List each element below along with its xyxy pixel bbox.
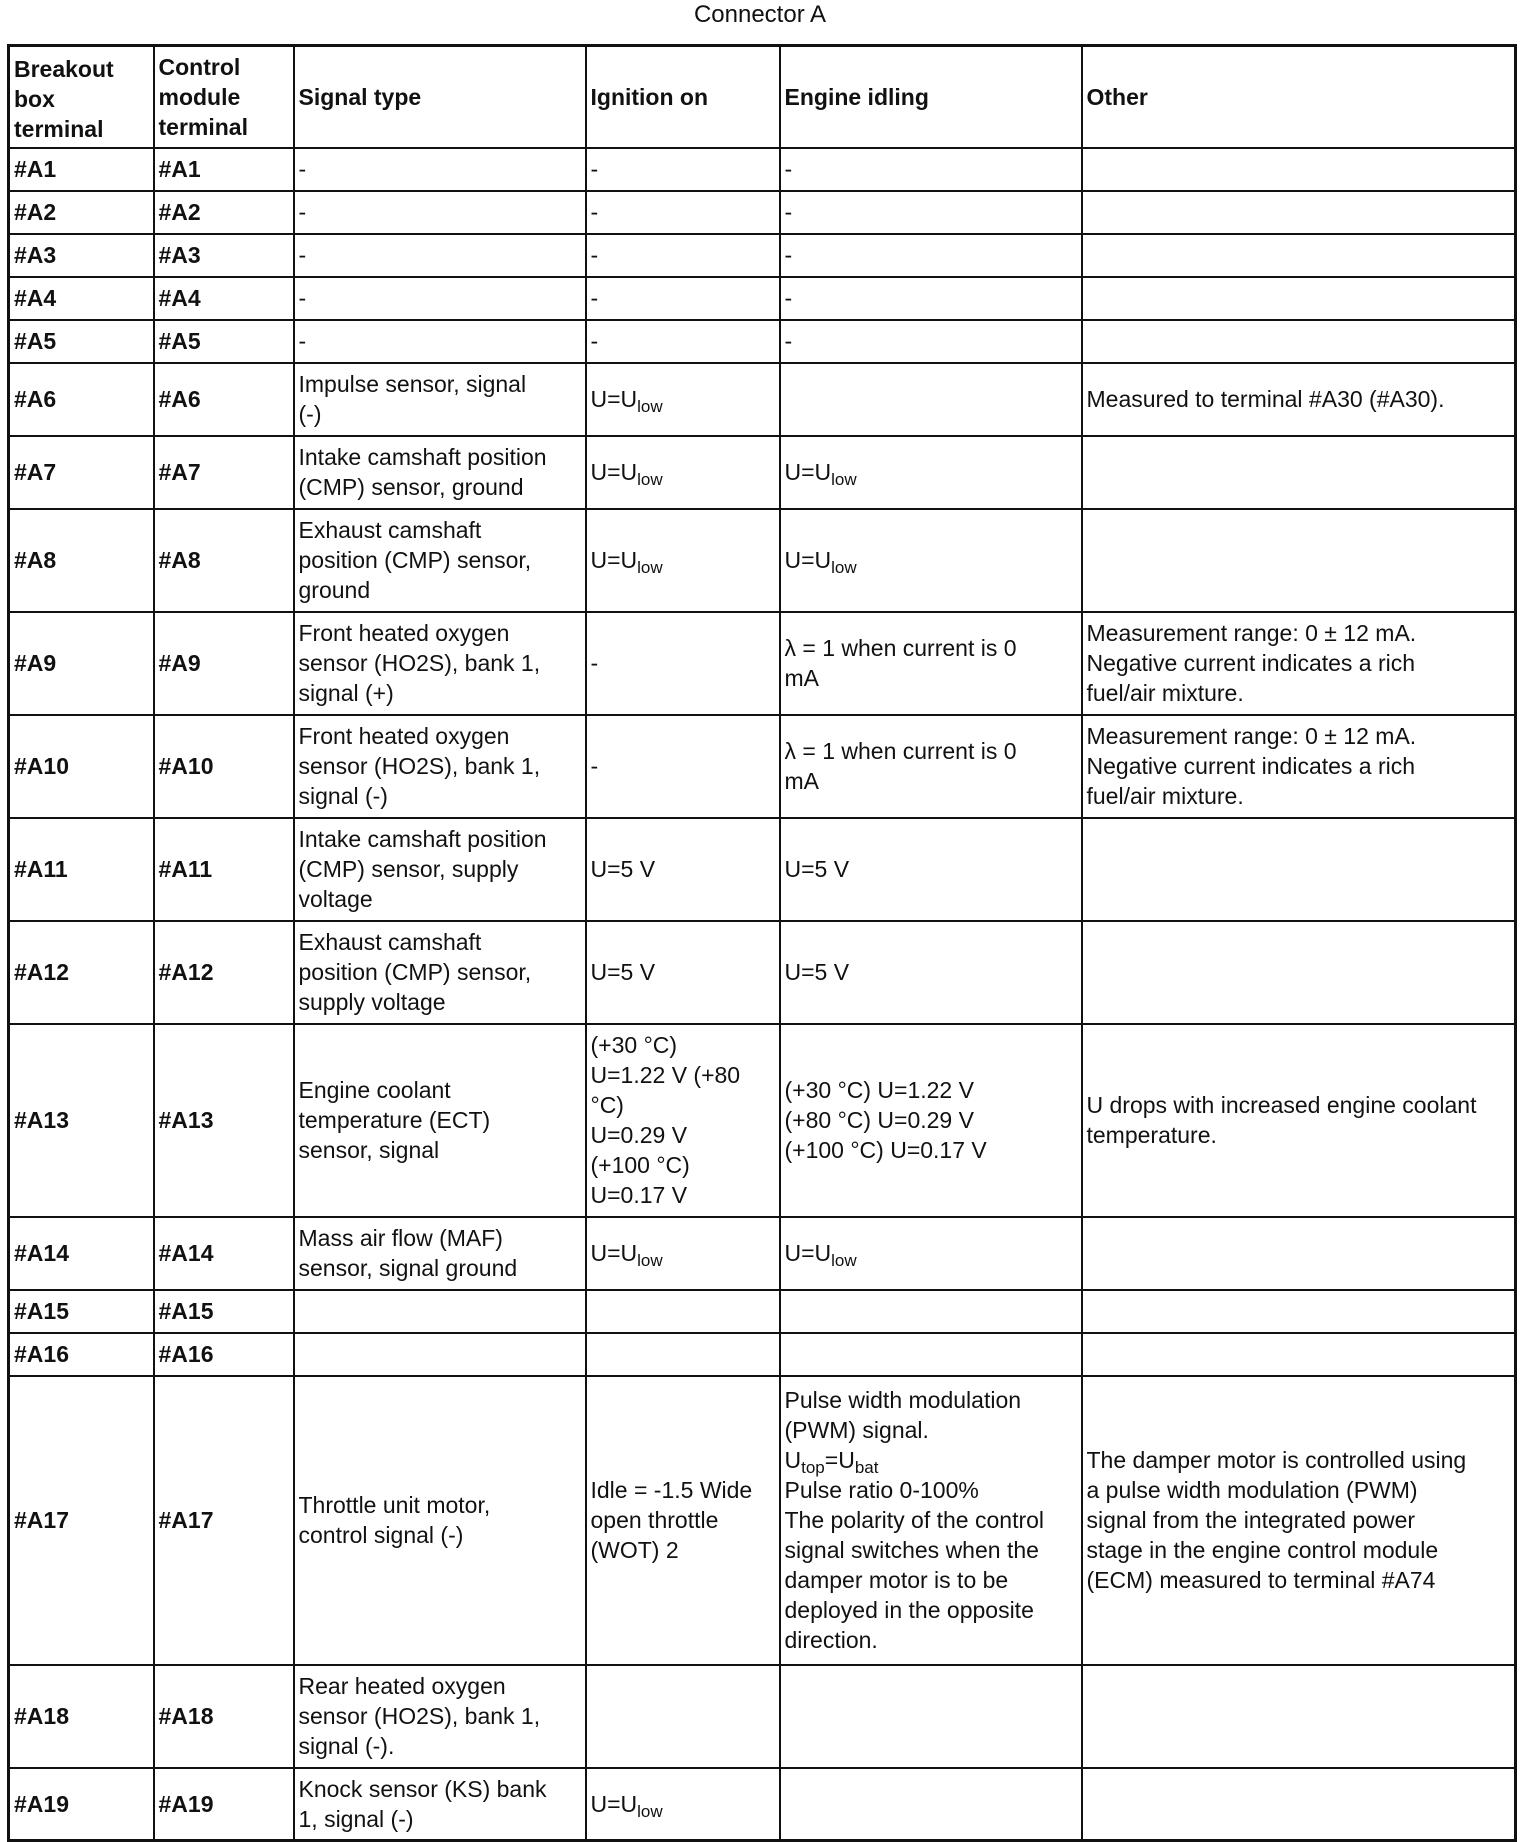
control-terminal-cell: #A14: [154, 1217, 294, 1290]
control-terminal-cell: #A3: [154, 234, 294, 277]
other-cell: [1082, 277, 1516, 320]
breakout-terminal-cell: #A3: [9, 234, 154, 277]
signal-type-cell: Mass air flow (MAF) sensor, signal ground: [294, 1217, 586, 1290]
pwm-intro-text: Pulse width modulation (PWM) signal.: [784, 1387, 1022, 1443]
header-engine-idling: Engine idling: [780, 46, 1082, 148]
engine-idling-cell: -: [780, 191, 1082, 234]
signal-type-cell: Knock sensor (KS) bank 1, signal (-): [294, 1768, 586, 1841]
ignition-on-cell: [586, 1768, 780, 1841]
table-row: [9, 509, 1516, 612]
signal-type-cell: [294, 1333, 586, 1376]
control-terminal-cell: #A9: [154, 612, 294, 715]
table-row: [9, 436, 1516, 509]
voltage-subscript: low: [637, 397, 663, 416]
voltage-subscript: low: [637, 470, 663, 489]
voltage-value: U=U: [784, 459, 832, 485]
breakout-terminal-cell: #A10: [9, 715, 154, 818]
other-cell: [1082, 234, 1516, 277]
control-terminal-cell: #A1: [154, 148, 294, 191]
breakout-terminal-cell: #A15: [9, 1290, 154, 1333]
voltage-value: U=U: [784, 547, 832, 573]
engine-idling-cell: [780, 363, 1082, 436]
header-other: Other: [1082, 46, 1516, 148]
other-cell: Measurement range: 0 ± 12 mA. Negative current indicates a rich fuel/air mixture.: [1082, 715, 1516, 818]
engine-idling-cell: λ = 1 when current is 0 mA: [780, 715, 1082, 818]
engine-idling-cell: [780, 509, 1082, 612]
table-row: [9, 1665, 1516, 1768]
table-row: [9, 1768, 1516, 1841]
control-terminal-cell: #A19: [154, 1768, 294, 1841]
control-terminal-cell: #A12: [154, 921, 294, 1024]
table-row: [9, 715, 1516, 818]
control-terminal-cell: #A8: [154, 509, 294, 612]
signal-type-cell: [294, 1290, 586, 1333]
breakout-terminal-cell: #A13: [9, 1024, 154, 1217]
voltage-value: U=U: [590, 547, 638, 573]
header-row: [9, 46, 1516, 148]
ignition-on-cell: U=5 V: [586, 818, 780, 921]
control-terminal-cell: #A17: [154, 1376, 294, 1665]
breakout-terminal-cell: #A5: [9, 320, 154, 363]
other-cell: [1082, 148, 1516, 191]
voltage-equals: =U: [824, 1447, 855, 1473]
signal-type-cell: Front heated oxygen sensor (HO2S), bank 1, signal (-): [294, 715, 586, 818]
voltage-value: U: [784, 1447, 802, 1473]
pwm-description-text: Pulse ratio 0-100% The polarity of the control signal switches when the damper motor is to be deployed in the opposite direction.: [784, 1477, 1045, 1653]
ignition-on-cell: -: [586, 612, 780, 715]
other-cell: [1082, 921, 1516, 1024]
breakout-terminal-cell: #A6: [9, 363, 154, 436]
other-cell: [1082, 1768, 1516, 1841]
other-cell: The damper motor is controlled using a pulse width modulation (PWM) signal from the integrated power stage in the engine control module (ECM) measured to terminal #A74: [1082, 1376, 1516, 1665]
voltage-value: U=U: [784, 1240, 832, 1266]
signal-type-cell: Exhaust camshaft position (CMP) sensor, ground: [294, 509, 586, 612]
voltage-subscript: low: [831, 1251, 857, 1270]
control-terminal-cell: #A15: [154, 1290, 294, 1333]
engine-idling-cell: -: [780, 148, 1082, 191]
ignition-on-cell: [586, 363, 780, 436]
connector-caption: Connector A: [693, 1, 827, 28]
header-control-module-terminal: Control module terminal: [154, 46, 294, 148]
control-terminal-cell: #A10: [154, 715, 294, 818]
signal-type-cell: Rear heated oxygen sensor (HO2S), bank 1, signal (-).: [294, 1665, 586, 1768]
voltage-value: U=U: [590, 1790, 638, 1817]
breakout-terminal-cell: #A18: [9, 1665, 154, 1768]
engine-idling-cell: [780, 436, 1082, 509]
breakout-terminal-cell: #A1: [9, 148, 154, 191]
breakout-terminal-cell: #A19: [9, 1768, 154, 1841]
engine-idling-cell: -: [780, 320, 1082, 363]
signal-type-cell: Intake camshaft position (CMP) sensor, supply voltage: [294, 818, 586, 921]
control-terminal-cell: #A6: [154, 363, 294, 436]
engine-idling-cell: (+30 °C) U=1.22 V (+80 °C) U=0.29 V (+100 °C) U=0.17 V: [780, 1024, 1082, 1217]
other-cell: [1082, 191, 1516, 234]
table-row: [9, 1024, 1516, 1217]
breakout-terminal-cell: #A14: [9, 1217, 154, 1290]
table-row: [9, 612, 1516, 715]
engine-idling-cell: [780, 1290, 1082, 1333]
control-terminal-cell: #A2: [154, 191, 294, 234]
ignition-on-cell: (+30 °C) U=1.22 V (+80 °C) U=0.29 V (+100 °C) U=0.17 V: [586, 1024, 780, 1217]
other-cell: [1082, 320, 1516, 363]
other-cell: [1082, 1217, 1516, 1290]
voltage-value: U=U: [590, 1240, 638, 1266]
header-breakout-terminal: Breakout box terminal: [9, 46, 154, 148]
ignition-on-cell: U=5 V: [586, 921, 780, 1024]
breakout-terminal-cell: #A8: [9, 509, 154, 612]
ignition-on-cell: [586, 436, 780, 509]
table-row: [9, 320, 1516, 363]
breakout-terminal-cell: #A17: [9, 1376, 154, 1665]
control-terminal-cell: #A5: [154, 320, 294, 363]
ignition-on-cell: -: [586, 715, 780, 818]
ignition-on-cell: [586, 1665, 780, 1768]
other-cell: [1082, 818, 1516, 921]
control-terminal-cell: #A18: [154, 1665, 294, 1768]
table-row: [9, 234, 1516, 277]
table-row: [9, 277, 1516, 320]
ignition-on-cell: [586, 1290, 780, 1333]
voltage-subscript: low: [637, 1801, 663, 1821]
header-ignition-on: Ignition on: [586, 46, 780, 148]
voltage-subscript: bat: [854, 1458, 879, 1477]
ignition-on-cell: Idle = -1.5 Wide open throttle (WOT) 2: [586, 1376, 780, 1665]
engine-idling-cell: U=5 V: [780, 818, 1082, 921]
engine-idling-cell: -: [780, 234, 1082, 277]
signal-type-cell: -: [294, 191, 586, 234]
table-row: [9, 363, 1516, 436]
table-row: [9, 1290, 1516, 1333]
table-row: [9, 1376, 1516, 1665]
other-cell: [1082, 436, 1516, 509]
engine-idling-cell: -: [780, 277, 1082, 320]
engine-idling-cell: λ = 1 when current is 0 mA: [780, 612, 1082, 715]
voltage-subscript: top: [801, 1458, 825, 1477]
header-signal-type: Signal type: [294, 46, 586, 148]
voltage-value: U=U: [590, 386, 638, 412]
breakout-terminal-cell: #A4: [9, 277, 154, 320]
other-cell: [1082, 1290, 1516, 1333]
control-terminal-cell: #A11: [154, 818, 294, 921]
signal-type-cell: Impulse sensor, signal (-): [294, 363, 586, 436]
control-terminal-cell: #A13: [154, 1024, 294, 1217]
ignition-on-cell: -: [586, 148, 780, 191]
engine-idling-cell: [780, 1333, 1082, 1376]
engine-idling-cell: U=5 V: [780, 921, 1082, 1024]
signal-type-cell: Throttle unit motor, control signal (-): [294, 1376, 586, 1665]
voltage-subscript: low: [831, 470, 857, 489]
table-row: [9, 1333, 1516, 1376]
other-cell: Measurement range: 0 ± 12 mA. Negative current indicates a rich fuel/air mixture.: [1082, 612, 1516, 715]
table-row: [9, 921, 1516, 1024]
engine-idling-cell: [780, 1217, 1082, 1290]
signal-type-cell: Exhaust camshaft position (CMP) sensor, supply voltage: [294, 921, 586, 1024]
voltage-subscript: low: [637, 1251, 663, 1270]
breakout-terminal-cell: #A16: [9, 1333, 154, 1376]
breakout-terminal-cell: #A2: [9, 191, 154, 234]
table-row: [9, 191, 1516, 234]
voltage-value: U=U: [590, 459, 638, 485]
breakout-terminal-cell: #A11: [9, 818, 154, 921]
ignition-on-cell: [586, 509, 780, 612]
control-terminal-cell: #A7: [154, 436, 294, 509]
signal-type-cell: -: [294, 234, 586, 277]
breakout-terminal-cell: #A7: [9, 436, 154, 509]
breakout-terminal-cell: #A9: [9, 612, 154, 715]
ignition-on-cell: -: [586, 191, 780, 234]
table-row: [9, 148, 1516, 191]
signal-type-cell: -: [294, 320, 586, 363]
connector-a-table: [7, 44, 1517, 1842]
engine-idling-cell: [780, 1376, 1082, 1665]
control-terminal-cell: #A16: [154, 1333, 294, 1376]
voltage-subscript: low: [831, 558, 857, 577]
signal-type-cell: Engine coolant temperature (ECT) sensor, signal: [294, 1024, 586, 1217]
engine-idling-cell: [780, 1665, 1082, 1768]
ignition-on-cell: -: [586, 234, 780, 277]
control-terminal-cell: #A4: [154, 277, 294, 320]
table-row: [9, 818, 1516, 921]
other-cell: [1082, 1333, 1516, 1376]
ignition-on-cell: [586, 1217, 780, 1290]
table-row: [9, 1217, 1516, 1290]
signal-type-cell: Front heated oxygen sensor (HO2S), bank 1, signal (+): [294, 612, 586, 715]
ignition-on-cell: -: [586, 277, 780, 320]
signal-type-cell: Intake camshaft position (CMP) sensor, ground: [294, 436, 586, 509]
signal-type-cell: -: [294, 148, 586, 191]
engine-idling-cell: [780, 1768, 1082, 1841]
other-cell: Measured to terminal #A30 (#A30).: [1082, 363, 1516, 436]
other-cell: [1082, 509, 1516, 612]
breakout-terminal-cell: #A12: [9, 921, 154, 1024]
signal-type-cell: -: [294, 277, 586, 320]
voltage-subscript: low: [637, 558, 663, 577]
ignition-on-cell: -: [586, 320, 780, 363]
other-cell: [1082, 1665, 1516, 1768]
ignition-on-cell: [586, 1333, 780, 1376]
other-cell: U drops with increased engine coolant temperature.: [1082, 1024, 1516, 1217]
